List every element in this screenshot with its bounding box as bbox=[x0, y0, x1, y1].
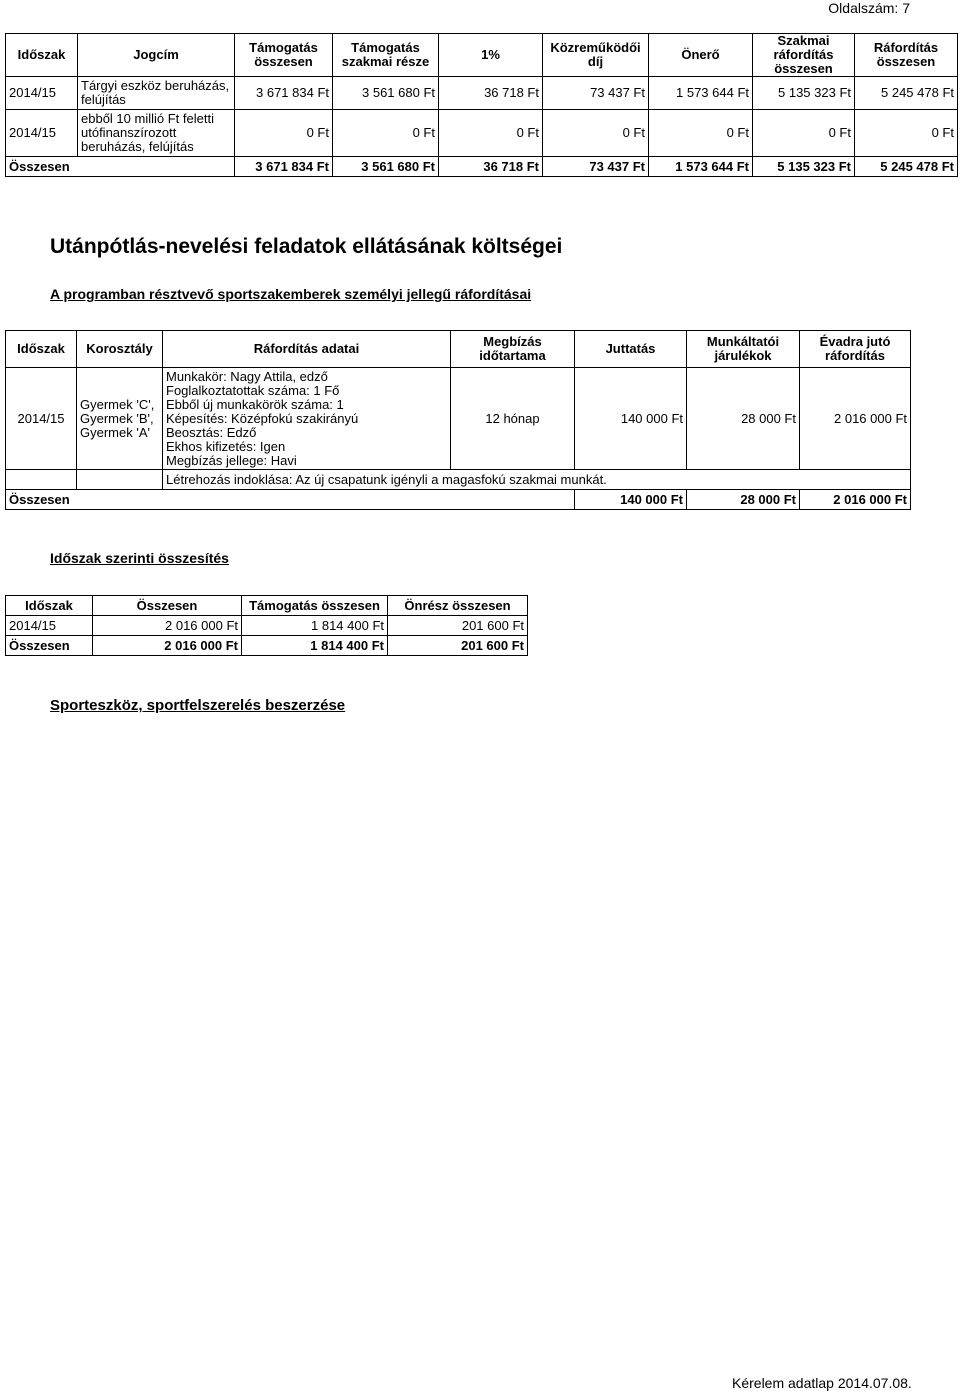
cell-period: 2014/15 bbox=[6, 616, 93, 636]
cell-value: 1 814 400 Ft bbox=[242, 616, 388, 636]
cell-period: 2014/15 bbox=[6, 368, 77, 470]
cell-value: 0 Ft bbox=[235, 110, 333, 157]
cell-duration: 12 hónap bbox=[451, 368, 575, 470]
cell-total-employer-contrib: 28 000 Ft bbox=[687, 490, 800, 510]
cell-value: 201 600 Ft bbox=[388, 616, 528, 636]
support-summary-table bbox=[5, 33, 958, 177]
cell-value: 0 Ft bbox=[333, 110, 439, 157]
cell-total-value: 36 718 Ft bbox=[439, 157, 543, 177]
table-total-row bbox=[6, 157, 958, 177]
cell-total-value: 5 135 323 Ft bbox=[753, 157, 855, 177]
cell-total-value: 5 245 478 Ft bbox=[855, 157, 958, 177]
col-header-period: Időszak bbox=[6, 331, 77, 368]
cell-benefit: 140 000 Ft bbox=[575, 368, 687, 470]
cell-value: 5 245 478 Ft bbox=[855, 77, 958, 110]
table-row bbox=[6, 110, 958, 157]
cell-total-value: 73 437 Ft bbox=[543, 157, 649, 177]
cell-total-season-cost: 2 016 000 Ft bbox=[800, 490, 911, 510]
cell-total-value: 201 600 Ft bbox=[388, 636, 528, 656]
cell-employer-contrib: 28 000 Ft bbox=[687, 368, 800, 470]
cell-total-label: Összesen bbox=[6, 490, 575, 510]
personnel-costs-table bbox=[5, 330, 911, 510]
table-header-row bbox=[6, 331, 911, 368]
cell-period: 2014/15 bbox=[6, 110, 78, 157]
cell-value: 1 573 644 Ft bbox=[649, 77, 753, 110]
section-subtitle: A programban résztvevő sportszakemberek személyi jellegű ráfordításai bbox=[50, 286, 532, 302]
cell-value: 3 671 834 Ft bbox=[235, 77, 333, 110]
cell-justification: Létrehozás indoklása: Az új csapatunk igényli a magasfokú szakmai munkát. bbox=[163, 470, 911, 490]
cell-total-benefit: 140 000 Ft bbox=[575, 490, 687, 510]
cell-total-value: 3 671 834 Ft bbox=[235, 157, 333, 177]
period-summary-table bbox=[5, 595, 528, 656]
col-header-cost-total: Ráfordítás összesen bbox=[855, 34, 958, 77]
col-header-one-percent: 1% bbox=[439, 34, 543, 77]
col-header-age-group: Korosztály bbox=[77, 331, 163, 368]
col-header-period: Időszak bbox=[6, 596, 93, 616]
cell-season-cost: 2 016 000 Ft bbox=[800, 368, 911, 470]
col-header-support-total: Támogatás összesen bbox=[235, 34, 333, 77]
col-header-title: Jogcím bbox=[78, 34, 235, 77]
col-header-own-contribution: Önerő bbox=[649, 34, 753, 77]
cell-value: 3 561 680 Ft bbox=[333, 77, 439, 110]
cell-title: ebből 10 millió Ft feletti utófinanszírozott beruházás, felújítás bbox=[78, 110, 235, 157]
table-header-row bbox=[6, 596, 528, 616]
col-header-benefit: Juttatás bbox=[575, 331, 687, 368]
section-title: Sporteszköz, sportfelszerelés beszerzése bbox=[50, 697, 346, 714]
section-title: Időszak szerinti összesítés bbox=[50, 550, 229, 566]
cell-age-group: Gyermek 'C', Gyermek 'B', Gyermek 'A' bbox=[77, 368, 163, 470]
col-header-support-total: Támogatás összesen bbox=[242, 596, 388, 616]
col-header-season-cost: Évadra jutó ráfordítás bbox=[800, 331, 911, 368]
table-header-row bbox=[6, 34, 958, 77]
table-total-row bbox=[6, 490, 911, 510]
cell-value: 0 Ft bbox=[543, 110, 649, 157]
cell-value: 73 437 Ft bbox=[543, 77, 649, 110]
cell-total-value: 3 561 680 Ft bbox=[333, 157, 439, 177]
cell-value: 0 Ft bbox=[855, 110, 958, 157]
col-header-period: Időszak bbox=[6, 34, 78, 77]
footer-text: Kérelem adatlap 2014.07.08. bbox=[732, 1375, 912, 1391]
table-total-row bbox=[6, 636, 528, 656]
col-header-duration: Megbízás időtartama bbox=[451, 331, 575, 368]
cell-value: 0 Ft bbox=[753, 110, 855, 157]
cell-title: Tárgyi eszköz beruházás, felújítás bbox=[78, 77, 235, 110]
table-row bbox=[6, 616, 528, 636]
cell-period: 2014/15 bbox=[6, 77, 78, 110]
col-header-cost-details: Ráfordítás adatai bbox=[163, 331, 451, 368]
cell-value: 2 016 000 Ft bbox=[93, 616, 242, 636]
cell-total-value: 1 814 400 Ft bbox=[242, 636, 388, 656]
col-header-own-share-total: Önrész összesen bbox=[388, 596, 528, 616]
col-header-total: Összesen bbox=[93, 596, 242, 616]
cell-total-label: Összesen bbox=[6, 157, 235, 177]
cell-value: 36 718 Ft bbox=[439, 77, 543, 110]
page-number: Oldalszám: 7 bbox=[828, 0, 910, 16]
table-row bbox=[6, 368, 911, 470]
cell-total-value: 2 016 000 Ft bbox=[93, 636, 242, 656]
table-row bbox=[6, 470, 911, 490]
table-row bbox=[6, 77, 958, 110]
section-title: Utánpótlás-nevelési feladatok ellátásának költségei bbox=[50, 235, 563, 258]
cell-total-label: Összesen bbox=[6, 636, 93, 656]
cell-value: 0 Ft bbox=[649, 110, 753, 157]
cell-total-value: 1 573 644 Ft bbox=[649, 157, 753, 177]
col-header-employer-contrib: Munkáltatói járulékok bbox=[687, 331, 800, 368]
col-header-professional-cost: Szakmai ráfordítás összesen bbox=[753, 34, 855, 77]
cell-value: 5 135 323 Ft bbox=[753, 77, 855, 110]
cell-cost-details: Munkakör: Nagy Attila, edző Foglalkoztatottak száma: 1 Fő Ebből új munkakörök száma: 1 Képesítés: Középfokú szakirányú Beosztás: Edző Ekhos kifizetés: Igen Megbízás jellege: Havi bbox=[163, 368, 451, 470]
col-header-intermediary-fee: Közreműködői díj bbox=[543, 34, 649, 77]
col-header-support-professional: Támogatás szakmai része bbox=[333, 34, 439, 77]
cell-value: 0 Ft bbox=[439, 110, 543, 157]
